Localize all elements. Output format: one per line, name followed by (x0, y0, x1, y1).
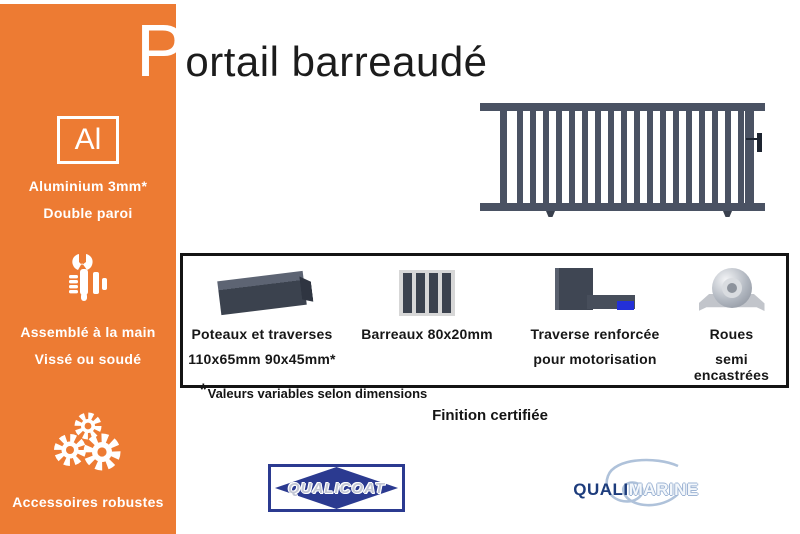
sidebar-label-double-paroi: Double paroi (43, 205, 133, 221)
gate-foot (723, 211, 732, 217)
sidebar-label-assemble: Assemblé à la main (20, 324, 156, 340)
qualicoat-logo (268, 464, 405, 512)
feature-caption: Roues (709, 326, 754, 342)
feature-caption: Barreaux 80x20mm (361, 326, 493, 342)
bar-glyph (416, 273, 425, 313)
sidebar-label-visse: Vissé ou soudé (34, 351, 142, 367)
feature-subcaption: 110x65mm 90x45mm* (188, 351, 336, 367)
feature-item-traverse (513, 267, 677, 385)
feature-item-roues (677, 267, 786, 385)
gate-handle-line (746, 138, 757, 140)
wrench-screw-icon (57, 252, 119, 321)
gears-icon (50, 412, 126, 483)
gate-handle (757, 133, 762, 152)
qualimarine-logo (556, 458, 716, 520)
feature-caption: Traverse renforcée (530, 326, 660, 342)
gate-bars (510, 111, 745, 203)
feature-item-poteaux (183, 267, 341, 385)
footnote-star: * (200, 380, 207, 399)
qualicoat-text: QUALICOAT (287, 479, 386, 497)
gate-foot (546, 211, 555, 217)
bar-glyph (442, 273, 451, 313)
gate-right-post (745, 111, 754, 203)
qualimarine-text-bold: QUALI (573, 480, 629, 499)
page-title (136, 10, 488, 91)
reinforced-crossbar-icon (513, 267, 677, 319)
sidebar-label-accessoires: Accessoires robustes (12, 494, 164, 510)
features-panel (180, 253, 789, 388)
title-initial: P (136, 9, 186, 92)
sidebar-label-aluminium: Aluminium 3mm* (28, 178, 148, 194)
bar-glyph (429, 273, 438, 313)
gate-illustration (480, 103, 765, 221)
footnote-text: Valeurs variables selon dimensions (207, 386, 428, 401)
al-symbol: Al (74, 123, 102, 156)
qualimarine-text-light: MARINE (628, 480, 699, 499)
feature-item-barreaux (341, 267, 513, 385)
footnote (200, 380, 428, 403)
title-rest: ortail barreaudé (185, 38, 488, 85)
post-profile-icon (183, 267, 341, 319)
feature-caption: Poteaux et traverses (191, 326, 333, 342)
qualimarine-text (556, 480, 716, 500)
feature-subcaption: semi encastrées (693, 351, 770, 383)
feature-subcaption: pour motorisation (533, 351, 657, 367)
gate-left-post (500, 111, 507, 203)
certification-heading: Finition certifiée (432, 407, 548, 424)
wheel-icon (677, 267, 786, 319)
gate-bottom-rail (480, 203, 765, 211)
aluminium-al-badge-icon (57, 116, 119, 164)
bar-glyph (403, 273, 412, 313)
bars-icon (341, 267, 513, 319)
gate-top-rail (480, 103, 765, 111)
